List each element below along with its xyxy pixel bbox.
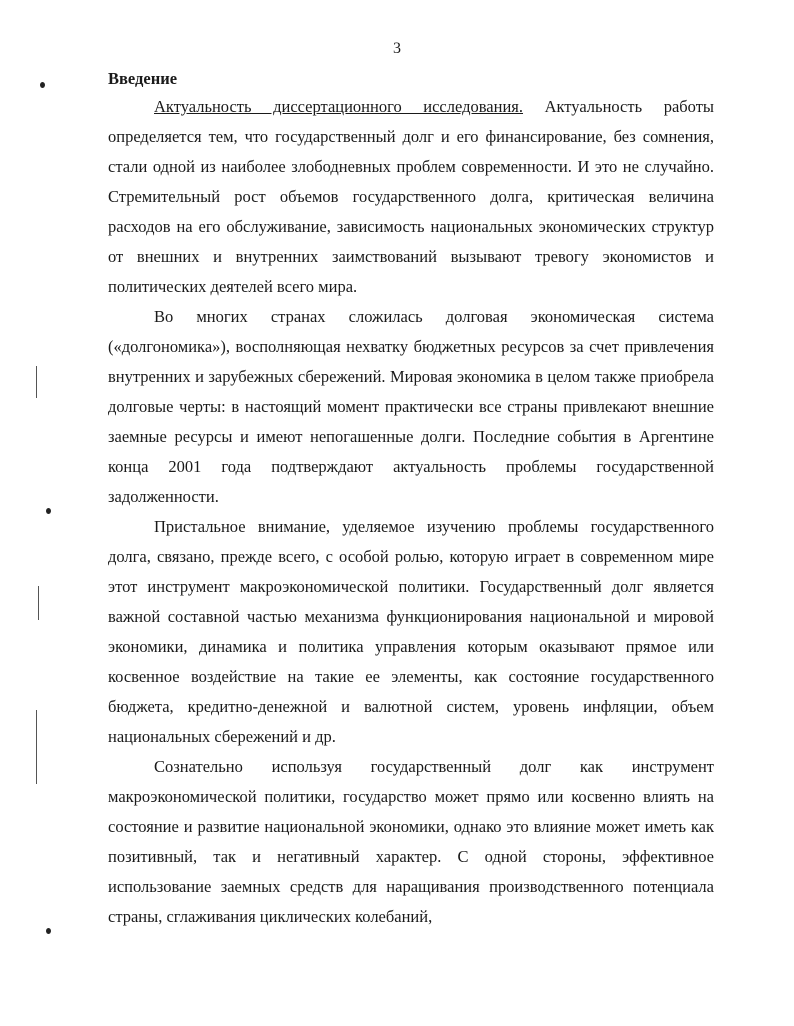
paragraph: [108, 92, 714, 302]
scan-mark-dot: [40, 82, 45, 88]
paragraph: Пристальное внимание, уделяемое изучению проблемы государственного долга, связано, прежде всего, с особой ролью, которую играет в современном мире этот инструмент макроэкономической политики. Государственный долг является важной составной частью механизма функционирования национальной и мировой экономики, динамика и политика управления которым оказывают прямое или косвенное воздействие на такие ее элементы, как состояние государственного бюджета, кредитно-денежной и валютной систем, уровень инфляции, объем национальных сбережений и др.: [108, 517, 714, 746]
scan-mark-line: [38, 586, 39, 620]
document-body: [108, 66, 714, 932]
paragraph-text: Актуальность работы определяется тем, что государственный долг и его финансирование, без сомнения, стали одной из наиболее злободневных проблем современности. И это не случайно. Стремительный рост объемов государственного долга, критическая величина расходов на его обслуживание, зависимость национальных экономических структур от внешних и внутренних заимствований вызывают тревогу экономистов и политических деятелей всего мира.: [108, 97, 714, 296]
scan-mark-line: [36, 710, 37, 784]
scan-mark-dot: [46, 508, 51, 514]
scan-mark-dot: [46, 928, 51, 934]
paragraph-lead: Актуальность диссертационного исследования.: [154, 97, 524, 116]
section-heading: Введение: [108, 69, 178, 88]
paragraph: Во многих странах сложилась долговая экономическая система («долгономика»), восполняющая нехватку бюджетных ресурсов за счет привлечения внутренних и зарубежных сбережений. Мировая экономика в целом также приобрела долговые черты: в настоящий момент практически все страны привлекают внешние заемные ресурсы и имеют непогашенные долги. Последние события в Аргентине конца 2001 года подтверждают актуальность проблемы государственной задолженности.: [108, 307, 714, 506]
scan-mark-line: [36, 366, 37, 398]
paragraph: Сознательно используя государственный долг как инструмент макроэкономической политики, государство может прямо или косвенно влиять на состояние и развитие национальной экономики, однако это влияние может иметь как позитивный, так и негативный характер. С одной стороны, эффективное использование заемных средств для наращивания производственного потенциала страны, сглаживания циклических колебаний,: [108, 757, 714, 926]
page-number: 3: [393, 40, 401, 57]
